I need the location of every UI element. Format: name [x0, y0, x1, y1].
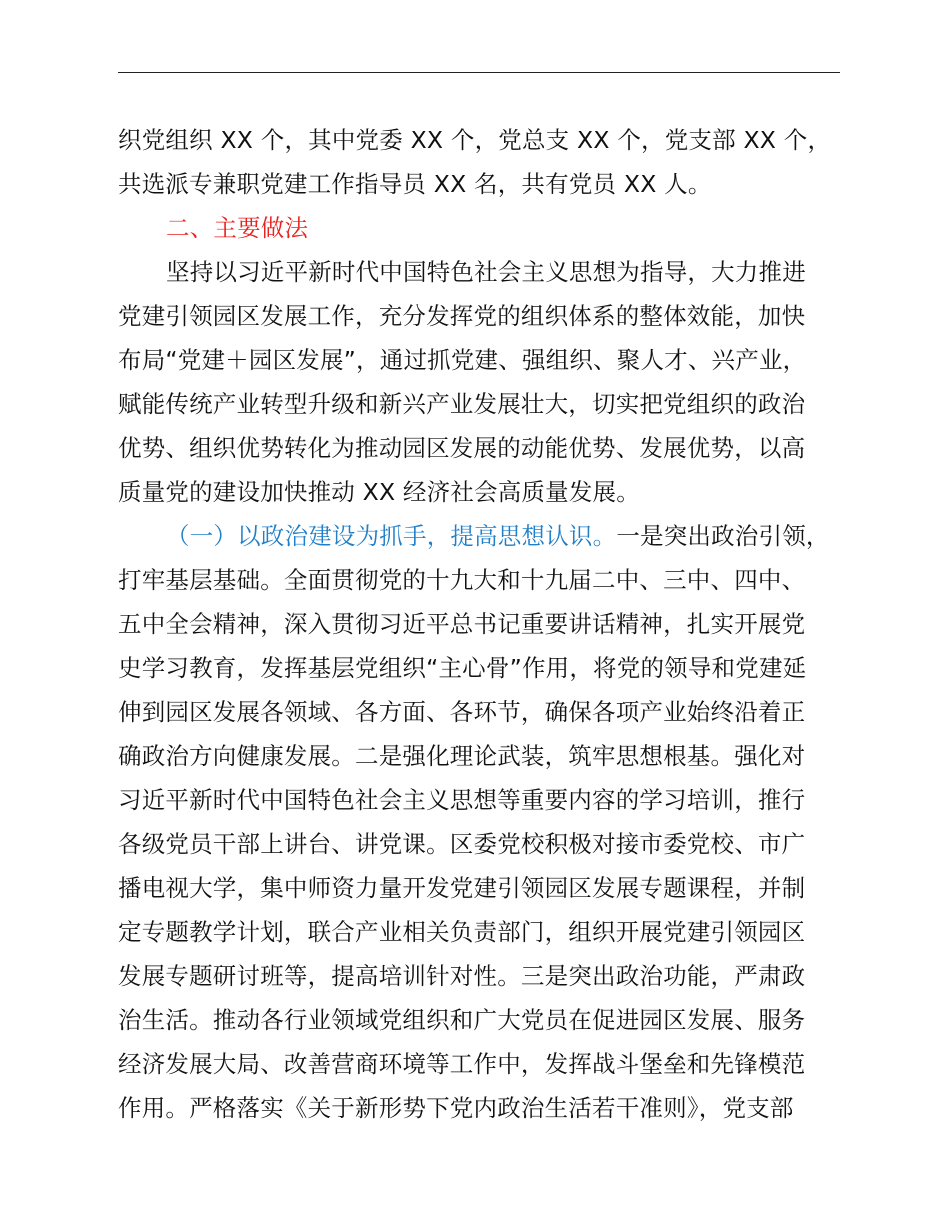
body-line: 经济发展大局、改善营商环境等工作中，发挥战斗堡垒和先锋模范 [118, 1050, 806, 1078]
header-rule [118, 72, 840, 73]
section-heading: 二、主要做法 [166, 214, 309, 242]
body-text: 一是突出政治引领， [616, 522, 830, 550]
body-line: 发展专题研讨班等，提高培训针对性。三是突出政治功能，严肃政 [118, 962, 806, 990]
body-line: 史学习教育，发挥基层党组织“主心骨”作用，将党的领导和党建延 [118, 654, 807, 682]
subsection-heading: （一）以政治建设为抓手，提高思想认识。 [166, 522, 617, 550]
body-line: 习近平新时代中国特色社会主义思想等重要内容的学习培训，推行 [118, 786, 806, 814]
body-line: 布局“党建＋园区发展”，通过抓党建、强组织、聚人才、兴产业， [118, 346, 807, 374]
body-line: 党建引领园区发展工作，充分发挥党的组织体系的整体效能，加快 [118, 302, 806, 330]
body-line: 定专题教学计划，联合产业相关负责部门，组织开展党建引领园区 [118, 918, 806, 946]
body-line: 作用。严格落实《关于新形势下党内政治生活若干准则》，党支部 [118, 1094, 794, 1122]
subsection-line [118, 514, 844, 558]
body-line: 五中全会精神，深入贯彻习近平总书记重要讲话精神，扎实开展党 [118, 610, 806, 638]
body-line: 赋能传统产业转型升级和新兴产业发展壮大，切实把党组织的政治 [118, 390, 806, 418]
body-line: 打牢基层基础。全面贯彻党的十九大和十九届二中、三中、四中、 [118, 566, 806, 594]
body-line: 确政治方向健康发展。二是强化理论武装，筑牢思想根基。强化对 [118, 742, 806, 770]
body-line: 优势、组织优势转化为推动园区发展的动能优势、发展优势，以高 [118, 434, 806, 462]
body-line: 织党组织 XX 个，其中党委 XX 个，党总支 XX 个，党支部 XX 个， [118, 126, 832, 154]
document-body [118, 118, 844, 1130]
body-line: 治生活。推动各行业领域党组织和广大党员在促进园区发展、服务 [118, 1006, 806, 1034]
body-line: 质量党的建设加快推动 XX 经济社会高质量发展。 [118, 478, 640, 506]
body-line: 伸到园区发展各领域、各方面、各环节，确保各项产业始终沿着正 [118, 698, 806, 726]
body-line: 各级党员干部上讲台、讲党课。区委党校积极对接市委党校、市广 [118, 830, 806, 858]
body-line: 播电视大学，集中师资力量开发党建引领园区发展专题课程，并制 [118, 874, 806, 902]
body-line: 共选派专兼职党建工作指导员 XX 名，共有党员 XX 人。 [118, 170, 712, 198]
body-line: 坚持以习近平新时代中国特色社会主义思想为指导，大力推进 [166, 258, 806, 286]
